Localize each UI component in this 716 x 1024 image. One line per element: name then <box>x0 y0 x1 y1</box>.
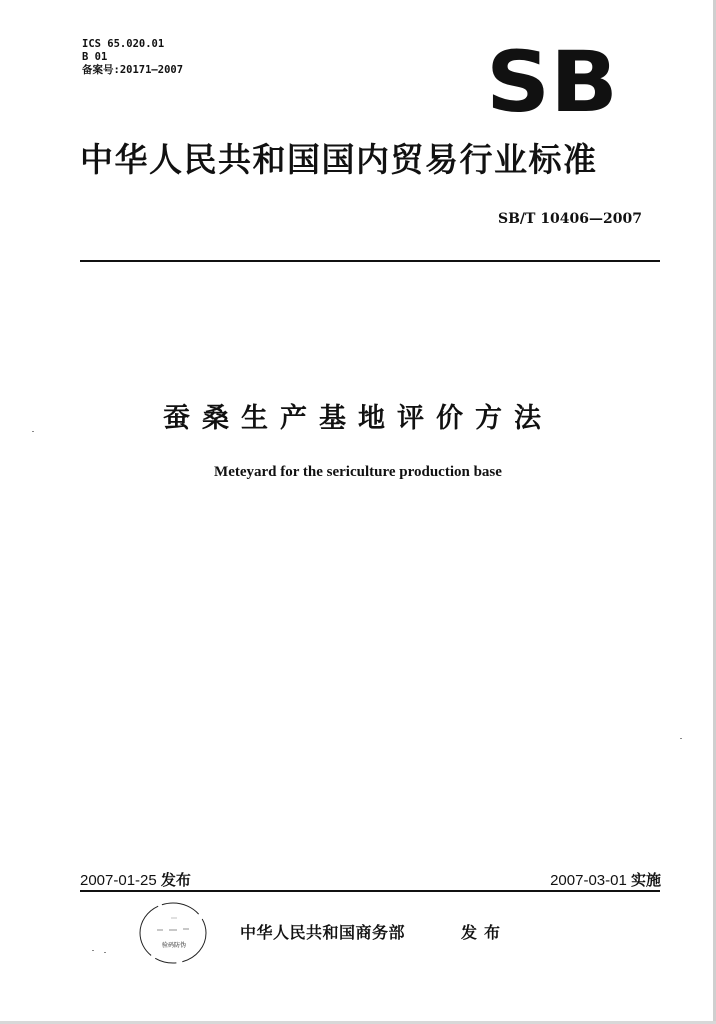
implementation-date-label: 实施 <box>630 871 661 889</box>
scan-speck <box>92 950 94 951</box>
anti-counterfeit-stamp <box>137 900 209 966</box>
sb-logo <box>484 48 620 114</box>
ics-code: ICS 65.020.01 <box>82 38 165 50</box>
document-title-en: Meteyard for the sericulture production base <box>214 464 502 480</box>
sb-logo-text: SB <box>486 48 618 114</box>
implementation-date <box>550 869 661 890</box>
standard-number: SB/T 10406—2007 <box>497 211 642 227</box>
issuing-authority: 中华人民共和国商务部 <box>240 923 406 942</box>
top-divider <box>80 260 660 262</box>
classification-block <box>82 38 183 77</box>
industry-standard-title: 中华人民共和国国内贸易行业标准 <box>80 140 598 179</box>
bottom-divider <box>80 890 660 892</box>
scan-speck <box>104 952 106 953</box>
issue-date-label: 发布 <box>160 871 191 889</box>
scan-speck <box>680 738 682 739</box>
document-title-cn: 蚕桑生产基地评价方法 <box>163 403 553 434</box>
issue-date-value: 2007-01-25 <box>80 872 157 889</box>
implementation-date-value: 2007-03-01 <box>550 872 627 889</box>
scan-speck <box>32 431 34 432</box>
stamp-label: 验码防伪 <box>161 942 186 949</box>
filing-number: 备案号:20171—2007 <box>82 64 184 76</box>
issuing-action: 发布 <box>461 923 508 942</box>
issue-date <box>80 869 191 890</box>
ccs-code: B 01 <box>82 51 108 63</box>
